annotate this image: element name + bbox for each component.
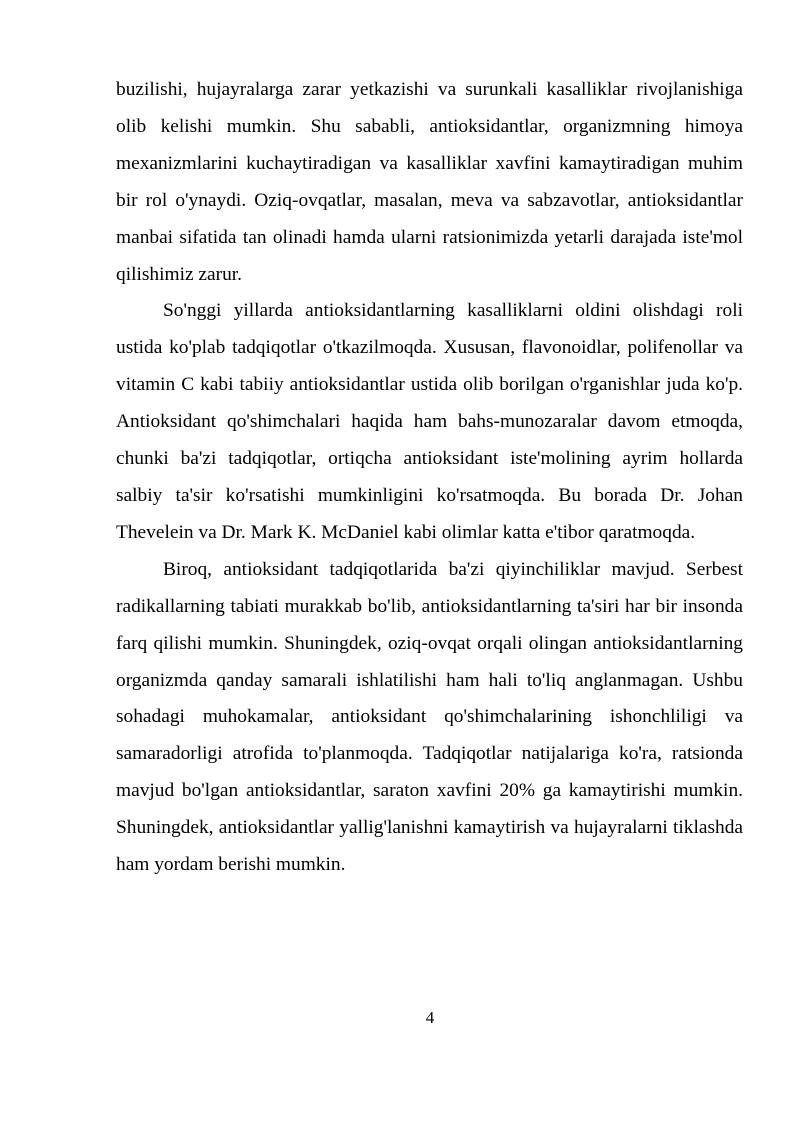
paragraph: So'nggi yillarda antioksidantlarning kasalliklarni oldini olishdagi roli ustida ko'plab tadqiqotlar o'tkazilmoqda. Xususan, flavonoidlar, polifenollar va vitamin C kabi tabiiy antioksidantlar ustida olib borilgan o'rganishlar juda ko'p. Antioksidant qo'shimchalari haqida ham bahs-munozaralar davom etmoqda, chunki ba'zi tadqiqotlar, ortiqcha antioksidant iste'molining ayrim hollarda salbiy ta'sir ko'rsatishi mumkinligini ko'rsatmoqda. Bu borada Dr. Johan Thevelein va Dr. Mark K. McDaniel kabi olimlar katta e'tibor qaratmoqda. xyxy=(116,300,743,543)
paragraph: Biroq, antioksidant tadqiqotlarida ba'zi qiyinchiliklar mavjud. Serbest radikallarning tabiati murakkab bo'lib, antioksidantlarning ta'siri har bir insonda farq qilishi mumkin. Shuningdek, oziq-ovqat orqali olingan antioksidantlarning organizmda qanday samarali ishlatilishi ham hali to'liq anglanmagan. Ushbu sohadagi muhokamalar, antioksidant qo'shimchalarining ishonchliligi va samaradorligi atrofida to'planmoqda. Tadqiqotlar natijalariga ko'ra, ratsionda mavjud bo'lgan antioksidantlar, saraton xavfini 20% ga kamaytirishi mumkin. Shuningdek, antioksidantlar yallig'lanishni kamaytirish va hujayralarni tiklashda ham yordam berishi mumkin. xyxy=(116,558,743,876)
body-text xyxy=(116,72,743,884)
page-number: 4 xyxy=(425,1008,435,1027)
paragraph-continuation: buzilishi, hujayralarga zarar yetkazishi va surunkali kasalliklar rivojlanishiga olib kelishi mumkin. Shu sababli, antioksidantlar, organizmning himoya mexanizmlarini kuchaytiradigan va kasalliklar xavfini kamaytiradigan muhim bir rol o'ynaydi. Oziq-ovqatlar, masalan, meva va sabzavotlar, antioksidantlar manbai sifatida tan olinadi hamda ularni ratsionimizda yetarli darajada iste'mol qilishimiz zarur. xyxy=(116,79,743,285)
